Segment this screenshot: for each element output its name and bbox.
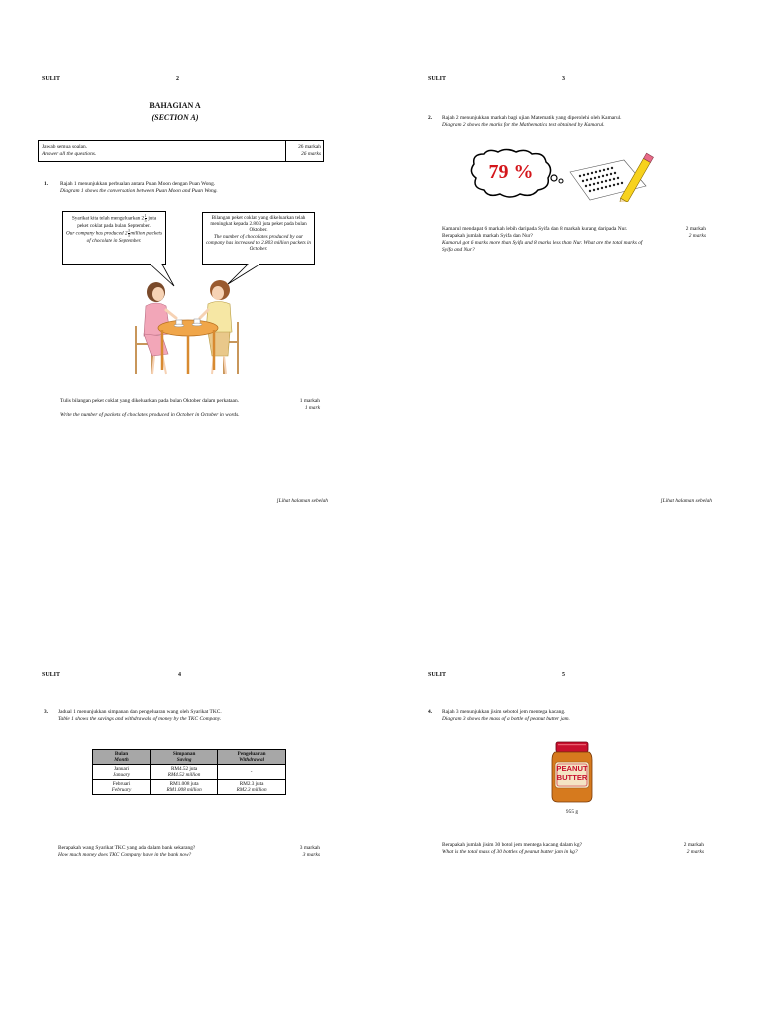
table-cell: RM4.52 juta RM4.52 million [151, 765, 218, 780]
question-stem-en: Table 1 shows the savings and withdrawals of money by the TKC Company. [58, 716, 222, 722]
instruction-ms: Jawab semua soalan. [42, 144, 88, 150]
savings-table [92, 749, 286, 795]
bubble-left-en-b: million packets of chocolate in September. [86, 230, 162, 245]
bubble-left-ms-a: Syarikat kita telah mengeluarkan 2 [71, 215, 145, 222]
question-number: 3. [44, 709, 49, 715]
bubble-left-en-a: Our company has produced 2 [66, 230, 128, 237]
task-ms: Tulis bilangan peket coklat yang dikeluarkan pada bulan Oktober dalam perkataan. [60, 398, 239, 404]
score-text: 79 % [488, 161, 534, 183]
page-number: 3 [562, 76, 565, 82]
header-sulit: SULIT [42, 672, 61, 678]
header-sulit: SULIT [428, 76, 447, 82]
question-stem-en: Diagram 1 shows the conversation between Puan Moon and Puan Wong. [60, 188, 218, 194]
footer-next-page: [Lihat halaman sebelah [660, 498, 712, 504]
question-stem-ms: Rajah 1 menunjukkan perbualan antara Puan Moon dengan Puan Wong. [60, 181, 216, 187]
instruction-marks-ms: 26 markah [298, 144, 321, 150]
fraction-one-fifth: $\frac{1}{5}$ [144, 214, 147, 223]
marks-en: 1 mark [304, 405, 320, 411]
table-cell: - [218, 765, 286, 780]
speech-bubble-left [62, 211, 166, 265]
footer-next-page: [Lihat halaman sebelah [276, 498, 328, 504]
table-header-row [93, 750, 286, 765]
task-ms: Berapakah jumlah jisim 30 botol jem mentega kacang dalam kg? [442, 842, 582, 848]
question-stem-ms: Rajah 2 menunjukkan markah bagi ujian Matematik yang diperolehi oleh Kamarul. [442, 115, 622, 121]
jar-label-line1: PEANUT [556, 764, 588, 773]
header-sulit: SULIT [42, 76, 61, 82]
women-conversation-illustration [132, 274, 244, 382]
column-header: Pengeluaran Withdrawal [218, 750, 286, 765]
page-5 [384, 512, 768, 1024]
task-en: How much money does TKC Company have in the bank now? [58, 852, 192, 858]
task-en: Kamarul got 6 marks more than Syifa and 8 marks less than Nur. What are the total marks of Syifa and Nur? [442, 240, 643, 253]
section-subtitle: (SECTION A) [151, 113, 199, 122]
page-number: 2 [176, 76, 179, 82]
page-number: 4 [178, 672, 181, 678]
column-header: Bulan Month [93, 750, 151, 765]
table-cell: Februari February [93, 780, 151, 795]
column-header: Simpanan Saving [151, 750, 218, 765]
task-ms: Berapakah wang Syarikat TKC yang ada dalam bank sekarang? [58, 845, 196, 851]
bubble-right-en: The number of chocolates produced by our company has increased to 2.803 million packets in October. [206, 233, 311, 253]
fraction-three-fifths: $\frac{3}{5}$ [128, 229, 130, 239]
jar-mass-label: 955 g [565, 809, 579, 815]
table-cell: RM1.008 juta RM1.008 million [151, 780, 218, 795]
page-3 [384, 0, 768, 512]
answer-sheet-pencil-illustration [566, 146, 666, 202]
section-title: BAHAGIAN A [149, 101, 201, 110]
table-row [93, 780, 286, 795]
marks-ms: 2 markah [683, 842, 704, 848]
table-row [93, 765, 286, 780]
marks-en: 2 marks [686, 849, 704, 855]
question-number: 1. [44, 181, 49, 187]
task-en: Write the number of packets of choclates produced in October in October in words. [60, 412, 240, 418]
instruction-en: Answer all the questions. [42, 151, 97, 157]
question-stem-ms: Jadual 1 menunjukkan simpanan dan pengeluaran wang oleh Syarikat TKC. [58, 709, 222, 715]
question-stem-ms: Rajah 3 menunjukkan jisim sebotol jem mentega kacang. [442, 709, 566, 715]
marks-ms: 2 markah [685, 226, 706, 232]
question-number: 2. [428, 115, 433, 121]
marks-en: 2 marks [688, 233, 706, 239]
speech-bubble-right [202, 212, 315, 265]
page-4 [0, 512, 384, 1024]
marks-ms: 3 markah [299, 845, 320, 851]
bubble-right-ms: Bilangan peket coklat yang dikeluarkan telah meningkat kepada 2.803 juta peket pada bulan Oktober. [210, 215, 307, 234]
instruction-box [38, 140, 324, 162]
question-stem-en: Diagram 3 shows the mass of a bottle of peanut butter jam. [442, 716, 570, 722]
task-en: What is the total mass of 30 bottles of peanut butter jam in kg? [442, 849, 578, 855]
header-sulit: SULIT [428, 672, 447, 678]
instruction-marks-en: 26 marks [301, 151, 321, 157]
marks-en: 3 marks [302, 852, 320, 858]
table-cell: Januari January [93, 765, 151, 780]
page-number: 5 [562, 672, 565, 678]
task-ms: Kamarul mendapat 6 markah lebih daripada Syifa dan 8 markah kurang daripada Nur. Berapakah jumlah markah Syifa dan Nur? [442, 226, 628, 239]
page-2 [0, 0, 384, 512]
bubble-left-ms-b: juta peket coklat pada bulan September. [77, 215, 157, 229]
question-number: 4. [428, 709, 433, 715]
marks-ms: 1 markah [299, 398, 320, 404]
jar-label-line2: BUTTER [556, 773, 588, 782]
table-cell: RM2.3 juta RM2.3 million [218, 780, 286, 795]
question-stem-en: Diagram 2 shows the marks for the Mathematics test obtained by Kamarul. [442, 122, 605, 128]
